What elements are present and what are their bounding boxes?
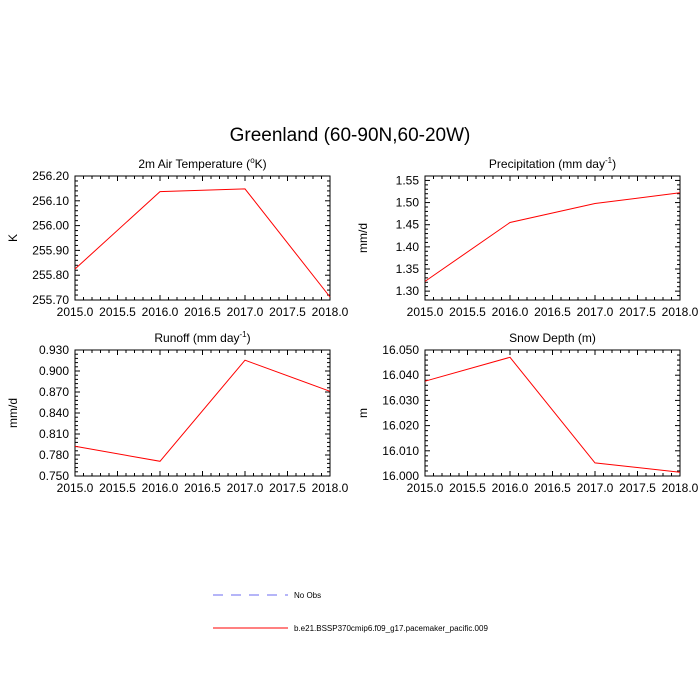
- subplot-title-superscript: -1: [239, 330, 247, 339]
- subplot-title-text: Runoff (mm day: [154, 331, 240, 345]
- y-tick-label: 0.840: [38, 406, 69, 420]
- x-tick-label: 2016.0: [141, 481, 179, 495]
- subplot-title-tail: ): [246, 331, 251, 345]
- y-tick-label: 256.20: [32, 169, 69, 183]
- y-tick-label: 255.70: [32, 293, 69, 307]
- y-tick-label: 1.40: [395, 239, 419, 254]
- x-tick-label: 2017.0: [576, 305, 614, 319]
- y-tick-label: 0.900: [38, 364, 69, 378]
- subplot-title: [509, 331, 596, 345]
- y-tick-label: 1.45: [395, 217, 419, 232]
- x-tick-label: 2017.5: [269, 481, 306, 495]
- y-tick-label: 1.50: [395, 195, 419, 210]
- x-tick-label: 2016.0: [491, 481, 529, 495]
- x-tick-label: 2015.0: [406, 481, 444, 495]
- x-tick-label: 2017.0: [226, 481, 264, 495]
- y-tick-label: 256.10: [32, 193, 69, 208]
- y-tick-label: 16.030: [382, 393, 419, 408]
- legend-label: No Obs: [294, 591, 322, 600]
- y-tick-label: 16.040: [382, 368, 419, 383]
- subplot-title: [489, 156, 616, 171]
- subplot-title-text: Precipitation (mm day: [488, 157, 605, 171]
- x-tick-label: 2015.0: [406, 305, 444, 319]
- x-tick-label: 2017.0: [576, 481, 614, 495]
- y-axis-label: m: [356, 408, 370, 418]
- x-tick-label: 2017.5: [619, 305, 656, 319]
- x-tick-label: 2017.0: [226, 305, 264, 319]
- y-tick-label: 16.050: [382, 343, 419, 357]
- legend-label: b.e21.BSSP370cmip6.f09_g17.pacemaker_pacific.009: [294, 624, 488, 633]
- x-tick-label: 2015.0: [56, 481, 94, 495]
- x-tick-label: 2015.0: [56, 305, 94, 319]
- x-tick-label: 2016.0: [141, 305, 179, 319]
- y-tick-label: 1.35: [395, 262, 419, 276]
- x-tick-label: 2016.0: [491, 305, 529, 319]
- y-tick-label: 1.55: [395, 173, 419, 188]
- y-tick-label: 16.020: [382, 418, 419, 433]
- subplot-title-superscript: -1: [604, 156, 613, 165]
- x-tick-label: 2018.0: [661, 305, 699, 319]
- figure-title: Greenland (60-90N,60-20W): [229, 125, 471, 146]
- y-axis-label: K: [6, 233, 20, 243]
- y-tick-label: 256.00: [32, 218, 69, 233]
- subplot-title-tail: ): [612, 157, 617, 171]
- y-tick-label: 0.870: [38, 385, 69, 399]
- y-tick-label: 0.810: [38, 427, 69, 441]
- x-tick-label: 2016.5: [534, 481, 571, 495]
- x-tick-label: 2015.5: [99, 305, 136, 319]
- subplot-title-text: Snow Depth (m): [509, 331, 596, 345]
- subplot-title: [154, 330, 250, 345]
- subplot-title-text: 2m Air Temperature (: [138, 157, 251, 171]
- y-axis-label: mm/d: [356, 223, 370, 253]
- x-tick-label: 2018.0: [661, 481, 699, 495]
- x-tick-label: 2016.5: [184, 305, 221, 319]
- x-tick-label: 2015.5: [449, 481, 486, 495]
- y-tick-label: 16.010: [382, 443, 419, 458]
- y-axis-label: mm/d: [6, 398, 20, 428]
- subplot-title-tail: K): [254, 157, 267, 171]
- x-tick-label: 2017.5: [269, 305, 306, 319]
- x-tick-label: 2015.5: [99, 481, 136, 495]
- x-tick-label: 2017.5: [619, 481, 656, 495]
- subplot-title-superscript: o: [250, 156, 255, 165]
- x-tick-label: 2015.5: [449, 305, 486, 319]
- x-tick-label: 2016.5: [184, 481, 221, 495]
- y-tick-label: 255.80: [32, 268, 69, 283]
- y-tick-label: 1.30: [395, 284, 419, 299]
- y-tick-label: 0.780: [38, 448, 69, 462]
- y-tick-label: 0.750: [38, 469, 69, 483]
- x-tick-label: 2018.0: [311, 305, 349, 319]
- y-tick-label: 16.000: [382, 469, 419, 483]
- subplot-title: [138, 156, 266, 171]
- x-tick-label: 2016.5: [534, 305, 571, 319]
- x-tick-label: 2018.0: [311, 481, 349, 495]
- y-tick-label: 0.930: [38, 343, 69, 357]
- y-tick-label: 255.90: [32, 243, 69, 258]
